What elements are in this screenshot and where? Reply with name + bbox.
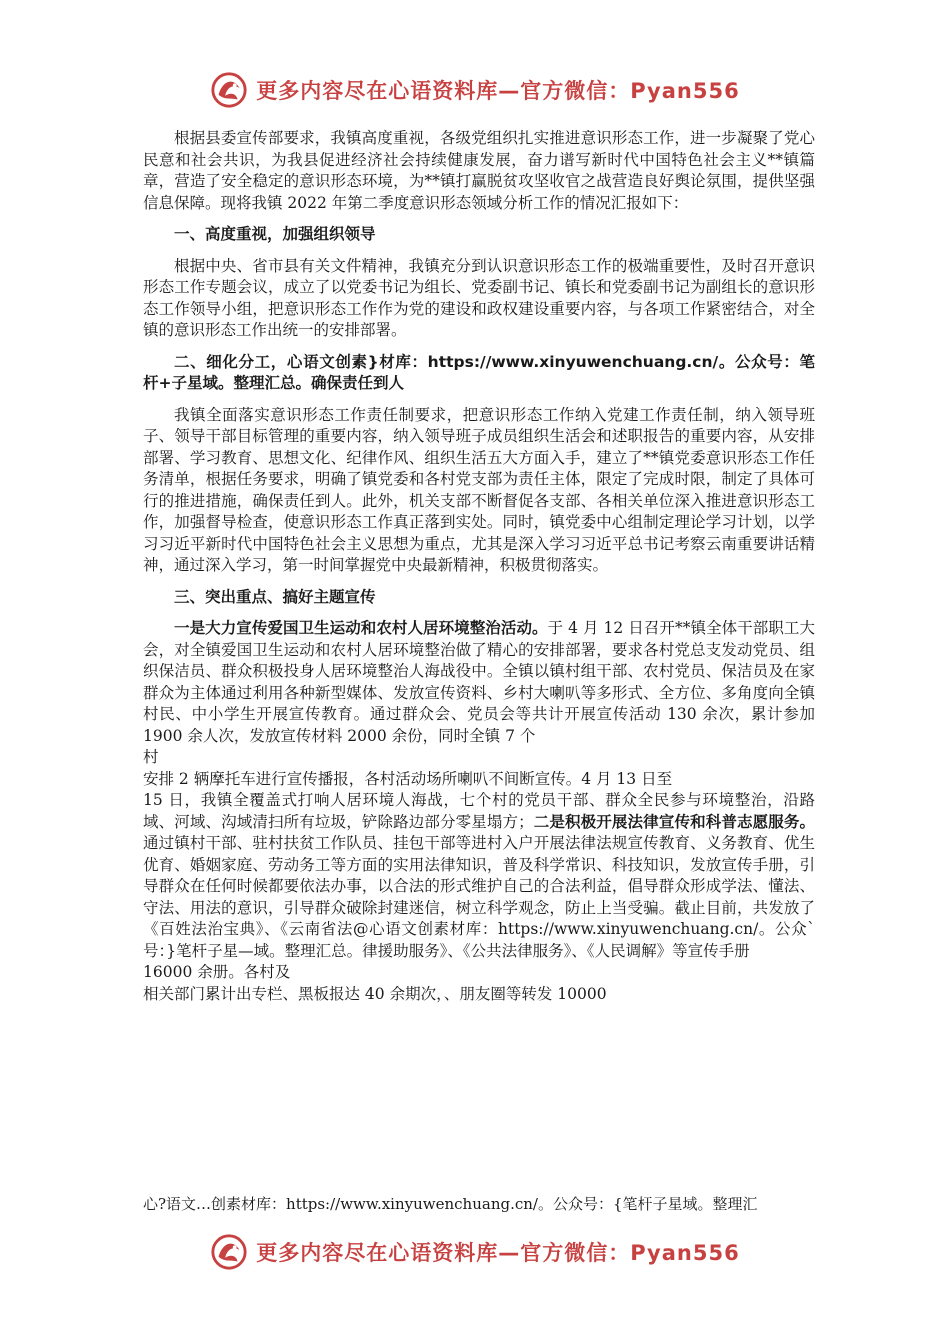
- continuation-paragraph: [143, 790, 815, 962]
- document-body: [143, 128, 815, 1005]
- lead-body-text: 于 4 月 12 日召开**镇全体干部职工大会，对全镇爱国卫生运动和农村人居环境整治做了精心的安排部署，要求各村党总支发动党员、组织保洁员、群众积极投身人居环境整治人海战役中。全镇以镇村组干部、农村党员、保洁员及在家群众为主体通过利用各种新型媒体、发放宣传资料、乡村大喇叭等多形式、全方位、多角度向全镇村民、中小学生开展宣传教育。通过群众会、党员会等共计开展宣传活动 130 余次，累计参加 1900 余人次，发放宣传材料 2000 余份，同时全镇 7 个: [143, 619, 815, 745]
- dragon-logo-icon: [210, 1233, 248, 1271]
- section-3-paragraph: [143, 618, 815, 747]
- bottom-banner: [0, 1232, 950, 1272]
- banner-text: 更多内容尽在心语资料库—官方微信：Pyan556: [256, 79, 740, 103]
- cont2-normal-text: 15 日，我镇全覆盖式打响人居环境人海战，七个村的党员干部、群众全民参与环境整治，沿路域、河域、沟域清扫所有垃圾，铲除路边部分零星塌方；: [143, 791, 815, 831]
- section-heading-2: 二、细化分工，心语文创素}材库：https://www.xinyuwenchuang.cn/。公众号：笔杆+子星域。整理汇总。确保责任到人: [143, 352, 815, 392]
- section-heading-3: 三、突出重点、搞好主题宣传: [174, 587, 376, 606]
- continuation-line-3: 16000 余册。各村及: [143, 963, 291, 981]
- village-word: 村: [143, 748, 159, 766]
- section-1-paragraph: 根据中央、省市县有关文件精神，我镇充分到认识意识形态工作的极端重要性，及时召开意识形态工作专题会议，成立了以党委书记为组长、党委副书记、镇长和党委副书记为副组长的意识形态工作领导小组，把意识形态工作作为党的建设和政权建设重要内容，与各项工作紧密结合，对全镇的意识形态工作出统一的安排部署。: [143, 256, 815, 339]
- top-banner: [0, 70, 950, 110]
- continuation-line-1: 安排 2 辆摩托车进行宣传播报，各村活动场所喇叭不间断宣传。4 月 13 日至: [143, 769, 673, 788]
- intro-paragraph: 根据县委宣传部要求，我镇高度重视，各级党组织扎实推进意识形态工作，进一步凝聚了党心民意和社会共识，为我县促进经济社会持续健康发展，奋力谱写新时代中国特色社会主义**镇篇章，营造了安全稳定的意识形态环境，为**镇打赢脱贫攻坚收官之战营造良好舆论氛围，提供坚强信息保障。现将我镇 2022 年第二季度意识形态领域分析工作的情况汇报如下：: [143, 129, 815, 212]
- section-heading-1: 一、高度重视，加强组织领导: [174, 225, 376, 243]
- cont2-bold-text: 二是积极开展法律宣传和科普志愿服务。: [533, 812, 815, 831]
- continuation-line-4: 相关部门累计出专栏、黑板报达 40 余期次，、朋友圈等转发 10000: [143, 984, 607, 1003]
- footer-watermark-line: 心?语文…创素材库：https://www.xinyuwenchuang.cn/。公众号：{笔杆子星域。整理汇: [143, 1195, 758, 1213]
- lead-bold-text: 一是大力宣传爱国卫生运动和农村人居环境整治活动。: [174, 619, 548, 637]
- cont2-rest-text: 通过镇村干部、驻村扶贫工作队员、挂包干部等进村入户开展法律法规宣传教育、义务教育、优生优育、婚姻家庭、劳动务工等方面的实用法律知识，普及科学常识、科技知识，发放宣传手册，引导群众在任何时候都要依法办事，以合法的形式维护自己的合法利益，倡导群众形成学法、懂法、守法、用法的意识，引导群众破除封建迷信，树立科学观念，防止上当受骗。截止目前，共发放了《百姓法治宝典》、《云南省法@心语文创素材库：https://www.xinyuwenchuang.cn/。公众`号：}笔杆子星—域。整理汇总。律援助服务》、《公共法律服务》、《人民调解》等宣传手册: [143, 834, 815, 960]
- banner-text: 更多内容尽在心语资料库—官方微信：Pyan556: [256, 1241, 740, 1265]
- dragon-logo-icon: [210, 71, 248, 109]
- section-2-paragraph: 我镇全面落实意识形态工作责任制要求，把意识形态工作纳入党建工作责任制，纳入领导班子、领导干部目标管理的重要内容，纳入领导班子成员组织生活会和述职报告的重要内容，从安排部署、学习教育、思想文化、纪律作风、组织生活五大方面入手，建立了**镇党委意识形态工作任务清单，根据任务要求，明确了镇党委和各村党支部为责任主体，限定了完成时限，制定了具体可行的推进措施，确保责任到人。此外，机关支部不断督促各支部、各相关单位深入推进意识形态工作，加强督导检查，使意识形态工作真正落到实处。同时，镇党委中心组制定理论学习计划，以学习习近平新时代中国特色社会主义思想为重点，尤其是深入学习习近平总书记考察云南重要讲话精神，通过深入学习，第一时间掌握党中央最新精神，积极贯彻落实。: [143, 405, 815, 574]
